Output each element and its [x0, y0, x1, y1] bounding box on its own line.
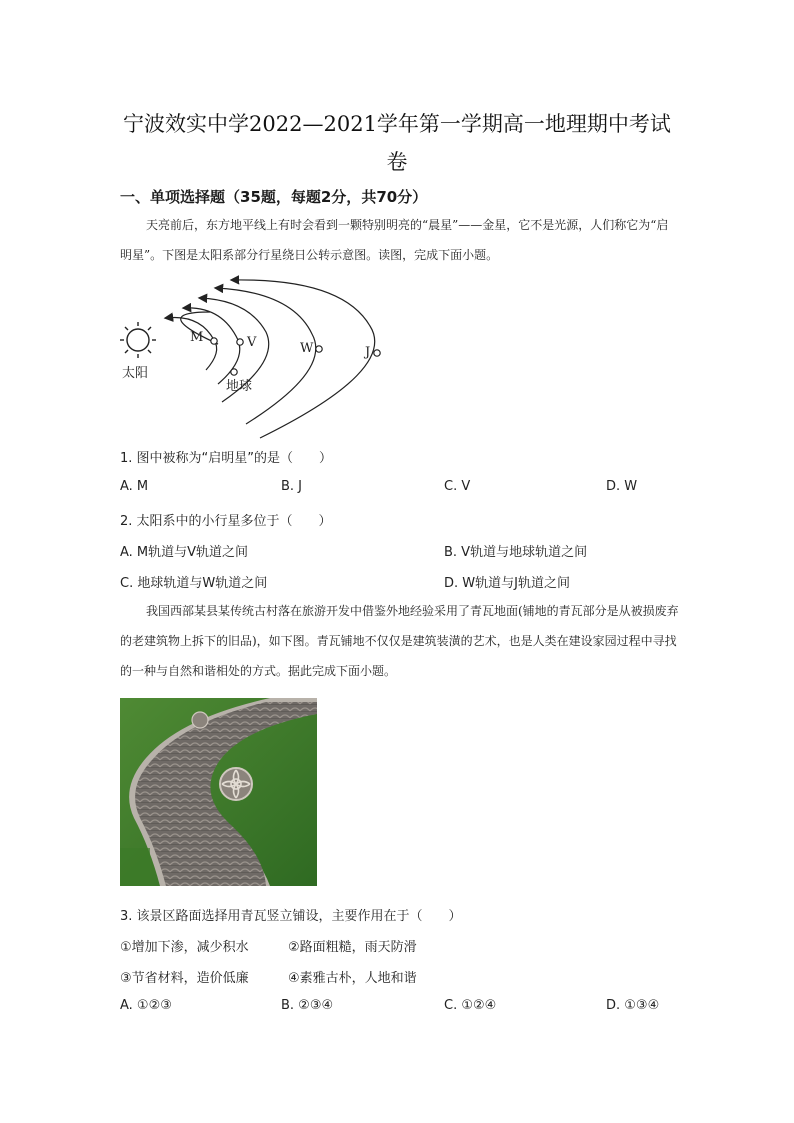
question-3-option-d: D. ①③④ [606, 998, 660, 1013]
planet-w-label: W [300, 341, 314, 356]
planet-j-marker [374, 350, 380, 356]
tile-path-photo [120, 698, 317, 886]
question-2-option-d: D. W轨道与J轨道之间 [444, 576, 570, 591]
question-3-statement-1: ①增加下渗，减少积水 [120, 940, 249, 955]
question-3-option-a: A. ①②③ [120, 998, 172, 1013]
planet-m-marker [211, 338, 217, 344]
exam-title-line2: 卷 [386, 150, 408, 174]
planet-v-label: V [247, 335, 257, 350]
earth-label: 地球 [226, 379, 253, 394]
planet-w-marker [316, 346, 322, 352]
question-1-option-c: C. V [444, 479, 471, 494]
question-3-option-c: C. ①②④ [444, 998, 497, 1013]
passage-1-text: 天亮前后，东方地平线上有时会看到一颗特别明亮的“晨星”——金星，它不是光源，人们称它为“启明星”。下图是太阳系部分行星绕日公转示意图。读图，完成下面小题。 [120, 218, 669, 262]
passage-2 [120, 596, 680, 686]
question-2-option-a: A. M轨道与V轨道之间 [120, 545, 249, 560]
question-3-statement-4: ④素雅古朴，人地和谐 [288, 971, 417, 986]
planet-j-label: J [365, 345, 371, 360]
question-1-option-b: B. J [281, 479, 303, 494]
question-2-option-c: C. 地球轨道与W轨道之间 [120, 576, 268, 591]
question-1-stem: 1. 图中被称为“启明星”的是（ ） [120, 451, 333, 466]
question-3-option-b: B. ②③④ [281, 998, 334, 1013]
question-3-statement-3: ③节省材料，造价低廉 [120, 971, 249, 986]
question-2-stem: 2. 太阳系中的小行星多位于（ ） [120, 514, 332, 529]
question-1-option-d: D. W [606, 479, 638, 494]
planet-m-label: M [190, 330, 204, 345]
question-3-stem: 3. 该景区路面选择用青瓦竖立铺设，主要作用在于（ ） [120, 909, 462, 924]
orbit-diagram [110, 274, 400, 440]
sun-label: 太阳 [122, 366, 149, 381]
question-3-statement-2: ②路面粗糙，雨天防滑 [288, 940, 417, 955]
passage-1 [120, 210, 680, 270]
tile-path-illustration [120, 698, 317, 886]
planet-earth-marker [231, 369, 237, 375]
section-heading: 一、单项选择题（35题，每题2分，共70分） [120, 188, 428, 206]
question-2-option-b: B. V轨道与地球轨道之间 [444, 545, 588, 560]
exam-title-line1: 宁波效实中学2022—2021学年第一学期高一地理期中考试 [123, 112, 671, 136]
passage-2-text: 我国西部某县某传统古村落在旅游开发中借鉴外地经验采用了青瓦地面(铺地的青瓦部分是从被损废弃的老建筑物上拆下的旧品)，如下图。青瓦铺地不仅仅是建筑装潢的艺术，也是人类在建设家园过程中寻找的一种与自然和谐相处的方式。据此完成下面小题。 [120, 604, 679, 678]
orbit-j-arc [232, 280, 375, 438]
sun-icon [120, 322, 156, 358]
question-1-option-a: A. M [120, 479, 149, 494]
planet-v-marker [237, 339, 243, 345]
